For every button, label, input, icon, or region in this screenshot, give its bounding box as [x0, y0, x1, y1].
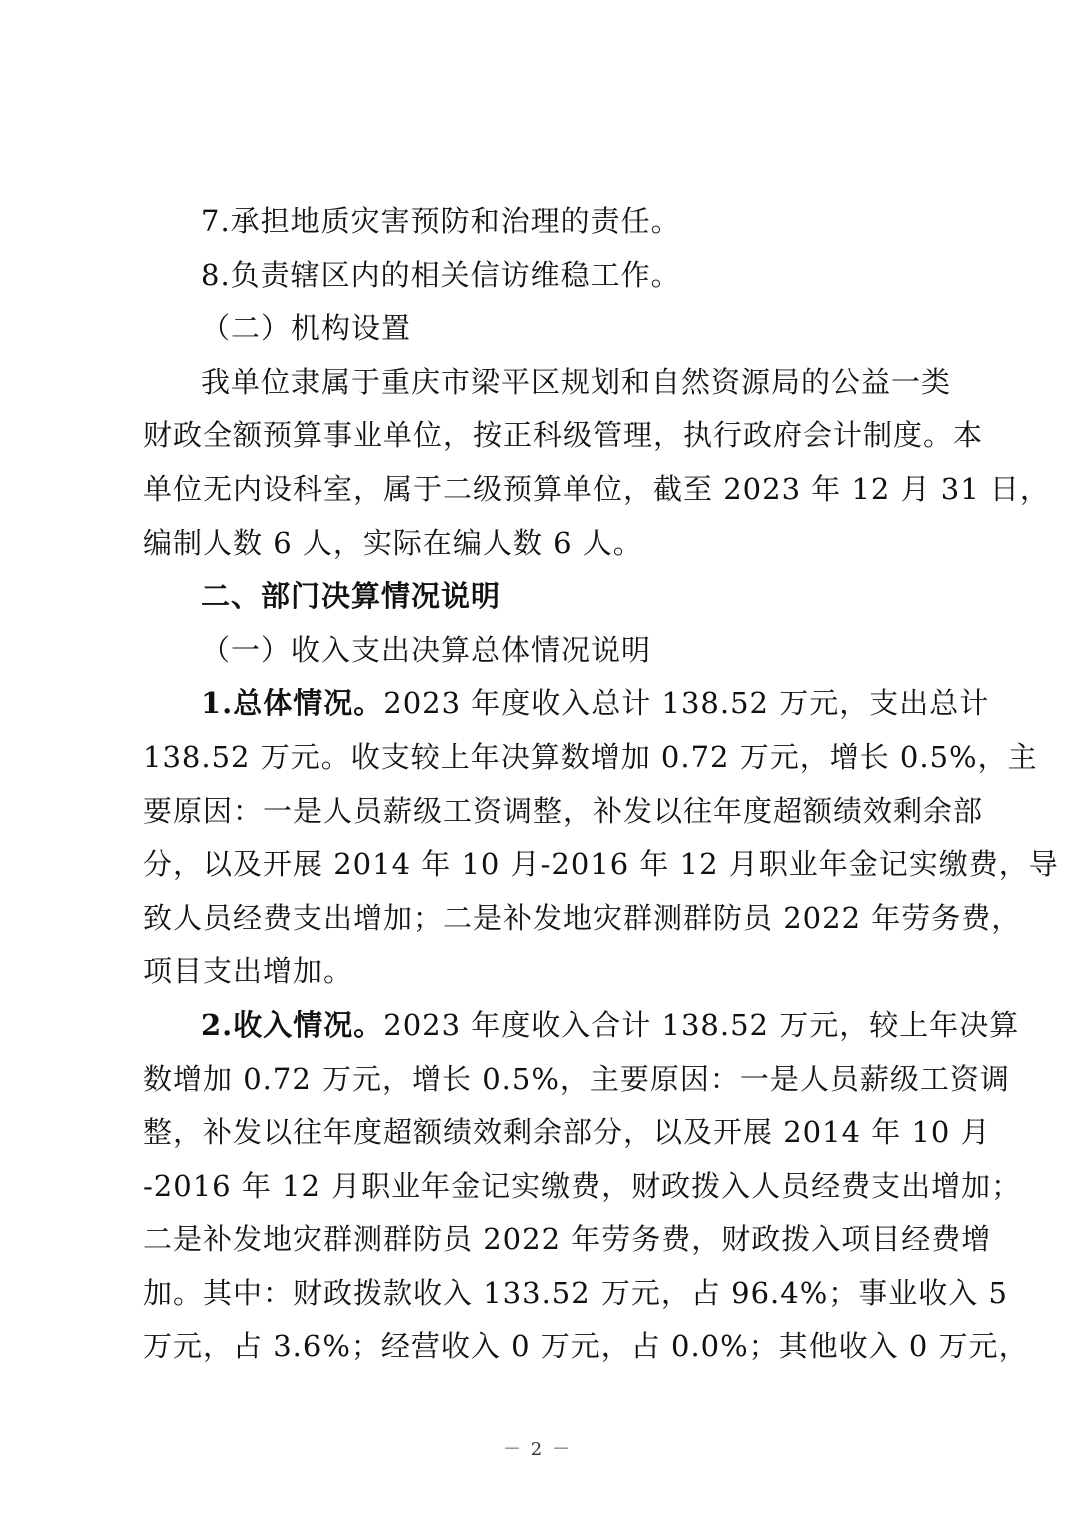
paragraph-text: 7.承担地质灾害预防和治理的责任。 — [201, 204, 681, 238]
subheading-text: （二）机构设置 — [201, 311, 412, 346]
income-paragraph-line-5 — [143, 1213, 992, 1267]
section-heading-2 — [143, 570, 943, 624]
income-paragraph-line-3 — [143, 1106, 991, 1160]
paragraph-lead: 2.收入情况。 — [201, 1007, 384, 1042]
paragraph-text: 分，以及开展 2014 年 10 月-2016 年 12 月职业年金记实缴费，导 — [143, 847, 1059, 882]
duty-item-8 — [143, 249, 943, 303]
paragraph-text: 138.52 万元。收支较上年决算数增加 0.72 万元，增长 0.5%，主 — [143, 739, 1038, 774]
paragraph-text: 数增加 0.72 万元，增长 0.5%，主要原因：一是人员薪级工资调 — [143, 1061, 1010, 1096]
paragraph-text: 要原因：一是人员薪级工资调整，补发以往年度超额绩效剩余部 — [143, 793, 984, 828]
income-paragraph-line-1 — [143, 999, 1020, 1053]
income-paragraph-line-7 — [143, 1320, 1029, 1374]
paragraph-text: 整，补发以往年度超额绩效剩余部分，以及开展 2014 年 10 月 — [143, 1115, 991, 1150]
paragraph-lead: 1.总体情况。 — [201, 686, 384, 721]
paragraph-text: 致人员经费支出增加；二是补发地灾群测群防员 2022 年劳务费， — [143, 900, 1022, 935]
subheading-text: （一）收入支出决算总体情况说明 — [201, 632, 652, 667]
document-body — [143, 195, 1059, 1374]
org-paragraph-line-1 — [143, 356, 952, 410]
org-paragraph-line-3 — [143, 463, 1050, 517]
paragraph-text: -2016 年 12 月职业年金记实缴费，财政拨入人员经费支出增加； — [143, 1168, 1022, 1203]
overall-paragraph-line-1 — [143, 677, 990, 731]
paragraph-text: 单位无内设科室，属于二级预算单位，截至 2023 年 12 月 31 日， — [143, 471, 1050, 506]
overall-paragraph-line-3 — [143, 785, 984, 839]
income-paragraph-line-6 — [143, 1267, 1008, 1321]
paragraph-text: 项目支出增加。 — [143, 954, 354, 989]
overall-paragraph-line-2 — [143, 731, 1038, 785]
subheading-overview — [143, 624, 943, 678]
org-paragraph-line-2 — [143, 409, 984, 463]
subheading-organization — [143, 302, 943, 356]
income-paragraph-line-2 — [143, 1053, 1010, 1107]
paragraph-text: 8.负责辖区内的相关信访维稳工作。 — [201, 257, 681, 292]
page-number: － 2 － — [503, 1439, 572, 1460]
paragraph-text: 万元，占 3.6%；经营收入 0 万元，占 0.0%；其他收入 0 万元， — [143, 1329, 1029, 1364]
paragraph-text: 编制人数 6 人，实际在编人数 6 人。 — [143, 525, 643, 560]
overall-paragraph-line-4 — [143, 838, 1059, 892]
paragraph-text: 2023 年度收入总计 138.52 万元，支出总计 — [383, 686, 990, 721]
overall-paragraph-line-6 — [143, 945, 943, 999]
overall-paragraph-line-5 — [143, 892, 1022, 946]
paragraph-text: 加。其中：财政拨款收入 133.52 万元，占 96.4%；事业收入 5 — [143, 1275, 1008, 1310]
paragraph-text: 二是补发地灾群测群防员 2022 年劳务费，财政拨入项目经费增 — [143, 1222, 992, 1257]
paragraph-text: 2023 年度收入合计 138.52 万元，较上年决算 — [383, 1007, 1020, 1042]
paragraph-text: 我单位隶属于重庆市梁平区规划和自然资源局的公益一类 — [201, 364, 952, 399]
org-paragraph-line-4 — [143, 517, 943, 571]
heading-text: 二、部门决算情况说明 — [201, 579, 502, 614]
paragraph-text: 财政全额预算事业单位，按正科级管理，执行政府会计制度。本 — [143, 418, 984, 453]
income-paragraph-line-4 — [143, 1160, 1022, 1214]
duty-item-7 — [143, 195, 943, 249]
